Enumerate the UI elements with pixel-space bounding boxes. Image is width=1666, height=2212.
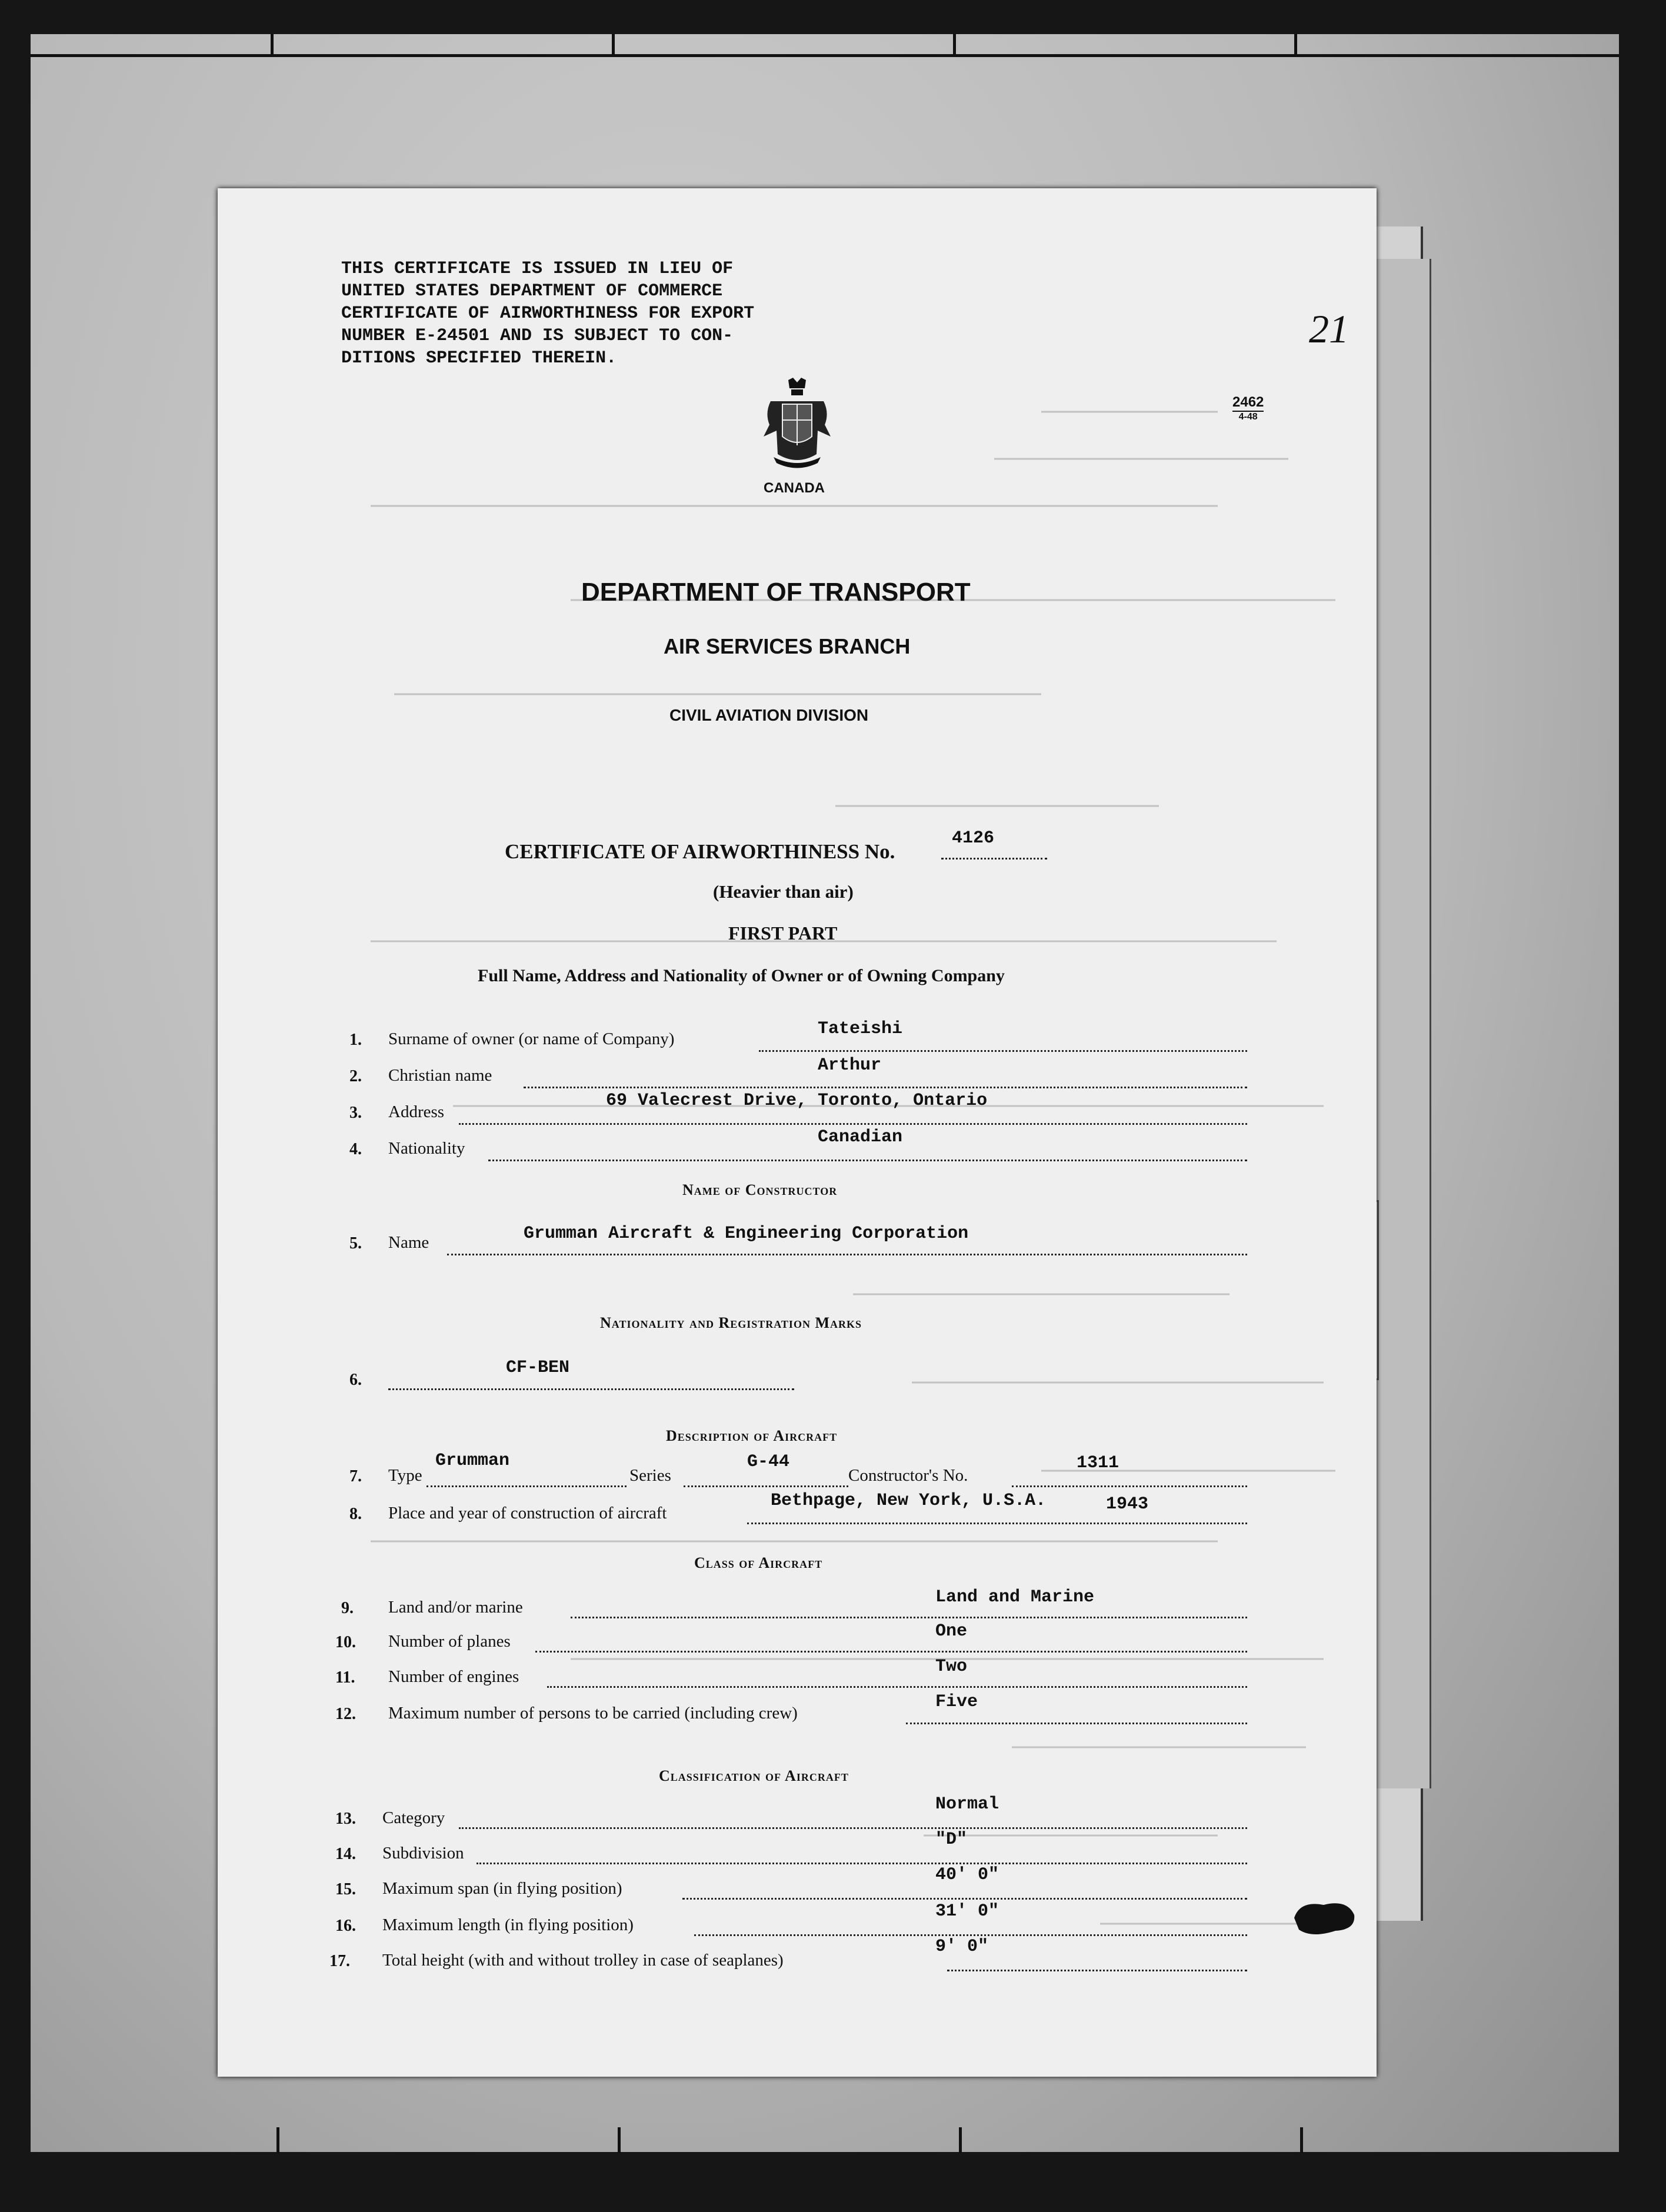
dotted-line bbox=[747, 1523, 1247, 1524]
owner-surname-value: Tateishi bbox=[818, 1019, 903, 1039]
field-number: 9. bbox=[341, 1599, 354, 1617]
field-number: 4. bbox=[349, 1140, 362, 1158]
owner-nationality-value: Canadian bbox=[818, 1127, 903, 1147]
dotted-line bbox=[524, 1087, 1247, 1088]
division-title: CIVIL AVIATION DIVISION bbox=[669, 706, 869, 724]
field-label: Land and/or marine bbox=[388, 1598, 523, 1617]
year-value: 1943 bbox=[1106, 1494, 1149, 1514]
field-value: 9' 0" bbox=[935, 1937, 989, 1957]
notice-line: THIS CERTIFICATE IS ISSUED IN LIEU OF bbox=[341, 259, 734, 279]
classification-heading: Classification of Aircraft bbox=[659, 1767, 849, 1784]
frame-tick bbox=[953, 34, 956, 55]
dotted-line bbox=[684, 1485, 848, 1487]
dotted-line bbox=[947, 1970, 1247, 1971]
dotted-line bbox=[906, 1723, 1247, 1724]
notice-line: UNITED STATES DEPARTMENT OF COMMERCE bbox=[341, 281, 723, 301]
certificate-number: 4126 bbox=[952, 828, 995, 848]
frame-tick bbox=[1294, 34, 1297, 55]
type-value: Grumman bbox=[435, 1451, 510, 1471]
dotted-line bbox=[571, 1617, 1247, 1618]
certificate-page bbox=[218, 188, 1377, 2077]
field-number: 11. bbox=[335, 1668, 355, 1687]
field-label: Maximum length (in flying position) bbox=[382, 1915, 634, 1934]
dotted-line bbox=[477, 1863, 1247, 1864]
dotted-line bbox=[459, 1827, 1247, 1829]
field-label: Number of planes bbox=[388, 1632, 511, 1651]
field-number: 5. bbox=[349, 1234, 362, 1252]
field-label: Category bbox=[382, 1808, 445, 1827]
marks-heading: Nationality and Registration Marks bbox=[600, 1314, 862, 1331]
dotted-line bbox=[759, 1050, 1247, 1052]
series-value: G-44 bbox=[747, 1452, 790, 1472]
field-label: Nationality bbox=[388, 1139, 465, 1158]
notice-line: DITIONS SPECIFIED THEREIN. bbox=[341, 348, 617, 368]
frame-tick bbox=[612, 34, 615, 55]
form-number bbox=[1232, 394, 1264, 422]
header-notice bbox=[341, 258, 754, 369]
field-number: 2. bbox=[349, 1067, 362, 1085]
dotted-line bbox=[535, 1651, 1247, 1653]
frame-top-line bbox=[31, 54, 1619, 57]
field-number: 3. bbox=[349, 1104, 362, 1122]
field-value: Five bbox=[935, 1692, 978, 1712]
constructor-heading: Name of Constructor bbox=[682, 1181, 838, 1198]
field-number: 14. bbox=[335, 1845, 356, 1863]
field-value: 31' 0" bbox=[935, 1901, 999, 1921]
field-value: Land and Marine bbox=[935, 1587, 1095, 1607]
field-label: Constructor's No. bbox=[848, 1466, 968, 1485]
dotted-line bbox=[941, 858, 1047, 860]
field-label: Number of engines bbox=[388, 1667, 519, 1686]
field-label: Maximum number of persons to be carried (including crew) bbox=[388, 1704, 798, 1723]
form-number-value: 2462 bbox=[1232, 394, 1264, 412]
page-number: 21 bbox=[1309, 307, 1349, 351]
field-label: Series bbox=[629, 1466, 671, 1485]
field-number: 12. bbox=[335, 1705, 356, 1723]
registration-marks-value: CF-BEN bbox=[506, 1358, 570, 1378]
owner-heading: Full Name, Address and Nationality of Owner or of Owning Company bbox=[478, 966, 1005, 985]
owner-address-value: 69 Valecrest Drive, Toronto, Ontario bbox=[606, 1091, 988, 1111]
ink-blot-icon bbox=[1288, 1894, 1359, 1941]
field-label: Total height (with and without trolley in case of seaplanes) bbox=[382, 1951, 784, 1970]
dotted-line bbox=[694, 1934, 1247, 1936]
dotted-line bbox=[447, 1254, 1247, 1255]
certificate-subtitle: (Heavier than air) bbox=[713, 881, 854, 902]
place-value: Bethpage, New York, U.S.A. bbox=[771, 1491, 1047, 1511]
field-number: 15. bbox=[335, 1880, 356, 1898]
constructor-number-value: 1311 bbox=[1077, 1453, 1119, 1473]
field-label: Subdivision bbox=[382, 1844, 464, 1863]
frame-tick bbox=[1300, 2127, 1303, 2153]
description-heading: Description of Aircraft bbox=[666, 1427, 838, 1444]
class-heading: Class of Aircraft bbox=[694, 1554, 823, 1571]
dotted-line bbox=[388, 1388, 794, 1390]
field-number: 13. bbox=[335, 1810, 356, 1828]
part-label: FIRST PART bbox=[728, 922, 838, 944]
form-date: 4-48 bbox=[1238, 412, 1258, 422]
dotted-line bbox=[547, 1686, 1247, 1688]
dotted-line bbox=[682, 1898, 1247, 1900]
country-label: CANADA bbox=[764, 480, 825, 496]
branch-title: AIR SERVICES BRANCH bbox=[664, 634, 911, 658]
dotted-line bbox=[459, 1123, 1247, 1125]
constructor-value: Grumman Aircraft & Engineering Corporation bbox=[524, 1224, 969, 1244]
field-number: 8. bbox=[349, 1505, 362, 1523]
dotted-line bbox=[1012, 1485, 1247, 1487]
department-title: DEPARTMENT OF TRANSPORT bbox=[581, 578, 971, 607]
field-value: Two bbox=[935, 1657, 968, 1677]
certificate-title: CERTIFICATE OF AIRWORTHINESS No. bbox=[505, 840, 895, 863]
field-label: Name bbox=[388, 1233, 429, 1252]
field-value: 40' 0" bbox=[935, 1865, 999, 1885]
field-label: Maximum span (in flying position) bbox=[382, 1879, 622, 1898]
field-label: Place and year of construction of aircraft bbox=[388, 1504, 667, 1523]
owner-christian-value: Arthur bbox=[818, 1055, 882, 1075]
field-number: 10. bbox=[335, 1633, 356, 1651]
field-number: 17. bbox=[329, 1952, 350, 1970]
frame-tick bbox=[618, 2127, 621, 2153]
field-label: Type bbox=[388, 1466, 422, 1485]
notice-line: CERTIFICATE OF AIRWORTHINESS FOR EXPORT bbox=[341, 304, 755, 324]
frame-tick bbox=[276, 2127, 279, 2153]
field-value: One bbox=[935, 1621, 968, 1641]
field-label: Address bbox=[388, 1102, 445, 1121]
frame-tick bbox=[271, 34, 274, 55]
field-label: Surname of owner (or name of Company) bbox=[388, 1030, 675, 1048]
field-number: 6. bbox=[349, 1371, 362, 1389]
field-number: 1. bbox=[349, 1031, 362, 1049]
field-label: Christian name bbox=[388, 1066, 492, 1085]
frame-tick bbox=[959, 2127, 962, 2153]
notice-line: NUMBER E-24501 AND IS SUBJECT TO CON- bbox=[341, 326, 734, 346]
dotted-line bbox=[427, 1485, 627, 1487]
canada-coat-of-arms-icon bbox=[759, 378, 835, 475]
field-number: 16. bbox=[335, 1917, 356, 1935]
field-value: "D" bbox=[935, 1830, 968, 1850]
field-number: 7. bbox=[349, 1467, 362, 1485]
dotted-line bbox=[488, 1160, 1247, 1161]
field-value: Normal bbox=[935, 1794, 999, 1814]
